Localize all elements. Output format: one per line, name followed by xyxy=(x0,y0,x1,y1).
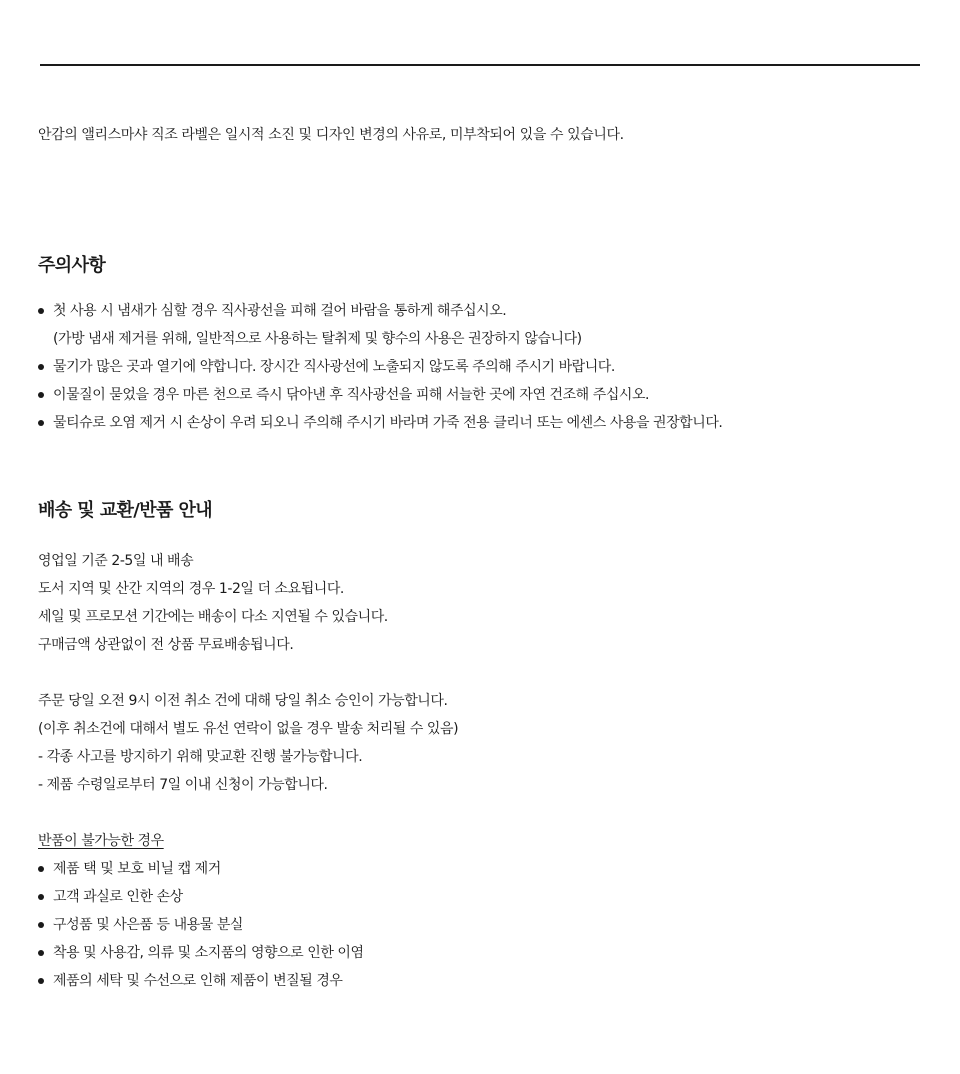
return-item xyxy=(38,939,364,967)
return-item xyxy=(38,911,364,939)
return-unavailable-heading: 반품이 불가능한 경우 xyxy=(38,833,164,849)
top-divider xyxy=(40,64,920,66)
cancel-line: (이후 취소건에 대해서 별도 유선 연락이 없을 경우 발송 처리될 수 있음) xyxy=(38,721,459,737)
bullet-icon xyxy=(38,392,44,398)
cancel-policy xyxy=(38,687,458,799)
return-item-text: 제품 택 및 보호 비닐 캡 제거 xyxy=(53,861,221,877)
return-unavailable-list xyxy=(38,855,364,995)
cancel-line: - 제품 수령일로부터 7일 이내 신청이 가능합니다. xyxy=(38,777,328,793)
shipping-line: 도서 지역 및 산간 지역의 경우 1-2일 더 소요됩니다. xyxy=(38,581,344,597)
return-item-text: 고객 과실로 인한 손상 xyxy=(53,889,183,905)
shipping-line: 세일 및 프로모션 기간에는 배송이 다소 지연될 수 있습니다. xyxy=(38,609,388,625)
shipping-line: 영업일 기준 2-5일 내 배송 xyxy=(38,553,194,569)
return-item-text: 착용 및 사용감, 의류 및 소지품의 영향으로 인한 이염 xyxy=(53,945,364,961)
caution-item xyxy=(38,381,722,409)
return-item-text: 제품의 세탁 및 수선으로 인해 제품이 변질될 경우 xyxy=(53,973,343,989)
cancel-line: 주문 당일 오전 9시 이전 취소 건에 대해 당일 취소 승인이 가능합니다. xyxy=(38,693,448,709)
caution-item-text: 물티슈로 오염 제거 시 손상이 우려 되오니 주의해 주시기 바라며 가죽 전용 클리너 또는 에센스 사용을 권장합니다. xyxy=(53,415,723,431)
caution-item-note xyxy=(38,325,722,353)
shipping-title: 배송 및 교환/반품 안내 xyxy=(38,500,213,521)
caution-item xyxy=(38,409,722,437)
bullet-icon xyxy=(38,866,44,872)
caution-item xyxy=(38,353,722,381)
caution-list xyxy=(38,297,722,437)
return-item xyxy=(38,883,364,911)
bullet-icon xyxy=(38,950,44,956)
caution-item-text: 첫 사용 시 냄새가 심할 경우 직사광선을 피해 걸어 바람을 통하게 해주십시오. xyxy=(53,303,507,319)
bullet-icon xyxy=(38,420,44,426)
bullet-icon xyxy=(38,978,44,984)
bullet-icon xyxy=(38,308,44,314)
caution-item-text: (가방 냄새 제거를 위해, 일반적으로 사용하는 탈취제 및 향수의 사용은 권장하지 않습니다) xyxy=(53,331,582,347)
return-item xyxy=(38,967,364,995)
return-item-text: 구성품 및 사은품 등 내용물 분실 xyxy=(53,917,243,933)
bullet-icon xyxy=(38,364,44,370)
caution-item-text: 이물질이 묻었을 경우 마른 천으로 즉시 닦아낸 후 직사광선을 피해 서늘한 곳에 자연 건조해 주십시오. xyxy=(53,387,650,403)
label-notice: 안감의 앨리스마샤 직조 라벨은 일시적 소진 및 디자인 변경의 사유로, 미부착되어 있을 수 있습니다. xyxy=(38,127,624,143)
caution-title: 주의사항 xyxy=(38,255,106,276)
shipping-info xyxy=(38,547,388,659)
bullet-icon xyxy=(38,894,44,900)
return-item xyxy=(38,855,364,883)
cancel-line: - 각종 사고를 방지하기 위해 맞교환 진행 불가능합니다. xyxy=(38,749,363,765)
shipping-line: 구매금액 상관없이 전 상품 무료배송됩니다. xyxy=(38,637,294,653)
bullet-icon xyxy=(38,922,44,928)
caution-item-text: 물기가 많은 곳과 열기에 약합니다. 장시간 직사광선에 노출되지 않도록 주의해 주시기 바랍니다. xyxy=(53,359,615,375)
caution-item xyxy=(38,297,722,325)
